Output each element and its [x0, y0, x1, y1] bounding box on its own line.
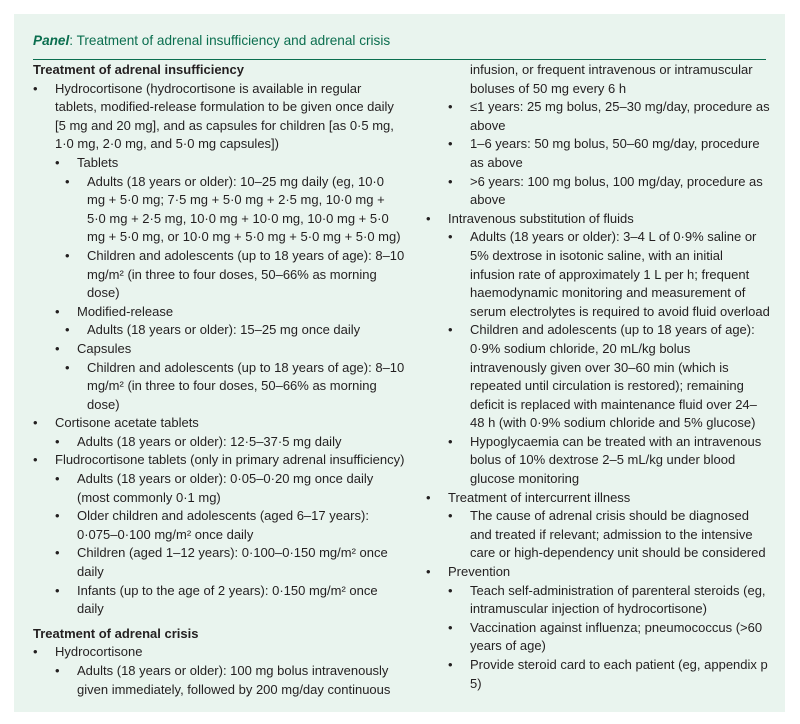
list-item: • Adults (18 years or older): 3–4 L of 0·9% saline or 5% dextrose in isotonic saline, with an initial infusion rate of approximately 1 L per h; frequent haemodynamic monitoring and measurement of serum electrolytes is required to avoid fluid overload	[459, 228, 770, 321]
list-item: • Hypoglycaemia can be treated with an intravenous bolus of 10% dextrose 2–5 mL/kg under blood glucose monitoring	[459, 433, 770, 489]
list-item: • 1–6 years: 50 mg bolus, 50–60 mg/day, procedure as above	[459, 135, 770, 172]
list-item: • Capsules • Children and adolescents (up to 18 years of age): 8–10 mg/m² (in three to four doses, 50–66% as morning dose)	[66, 340, 405, 414]
list-item: • Adults (18 years or older): 12·5–37·5 mg daily	[66, 433, 405, 452]
list-item: • Children (aged 1–12 years): 0·100–0·150 mg/m² once daily	[66, 544, 405, 581]
section-heading-insufficiency: Treatment of adrenal insufficiency	[33, 62, 244, 77]
list-item: • Intravenous substitution of fluids • Adults (18 years or older): 3–4 L of 0·9% saline or 5% dextrose in isotonic saline, with an initial infusion rate of approximately 1 L per h; frequent haemodynamic monitoring and measurement of serum electrolytes is required to avoid fluid overload • Children and adolescents (up to 18 years of age): 0·9% sodium chloride, 20 mL/kg bolus intravenously given over 30–60 min (which is repeated until circulation is restored); remaining deficit is replaced with maintenance fluid over 24–48 h (with 0·9% sodium chloride and 5% glucose) • Hypoglycaemia can be treated with an intravenous bolus of 10% dextrose 2–5 mL/kg under blood glucose monitoring	[426, 210, 770, 489]
list-item: • Modified-release • Adults (18 years or older): 15–25 mg once daily	[66, 303, 405, 340]
list-item: • Infants (up to the age of 2 years): 0·150 mg/m² once daily	[66, 582, 405, 619]
list-item-continued	[426, 61, 770, 210]
list-item: • Teach self-administration of parenteral steroids (eg, intramuscular injection of hydrocortisone)	[459, 582, 770, 619]
list-item: • ≤1 years: 25 mg bolus, 25–30 mg/day, procedure as above	[459, 98, 770, 135]
list-item: • The cause of adrenal crisis should be diagnosed and treated if relevant; admission to the intensive care or high-dependency unit should be considered	[459, 507, 770, 563]
list-item: • Adults (18 years or older): 10–25 mg daily (eg, 10·0 mg + 5·0 mg; 7·5 mg + 5·0 mg + 2·5 mg, 10·0 mg + 5·0 mg + 2·5 mg, 10·0 mg + 10·0 mg, 10·0 mg + 5·0 mg + 5·0 mg, or 10·0 mg + 5·0 mg + 5·0 mg + 5·0 mg)	[76, 173, 405, 247]
list-item: • Vaccination against influenza; pneumococcus (>60 years of age)	[459, 619, 770, 656]
list-item: • Children and adolescents (up to 18 years of age): 8–10 mg/m² (in three to four doses, 50–66% as morning dose)	[76, 359, 405, 415]
panel-title-text: : Treatment of adrenal insufficiency and adrenal crisis	[69, 33, 391, 48]
right-column	[426, 61, 770, 693]
list-item: • Older children and adolescents (aged 6–17 years): 0·075–0·100 mg/m² once daily	[66, 507, 405, 544]
list-item: • Adults (18 years or older): 0·05–0·20 mg once daily (most commonly 0·1 mg)	[66, 470, 405, 507]
list-item: • Treatment of intercurrent illness • The cause of adrenal crisis should be diagnosed and treated if relevant; admission to the intensive care or high-dependency unit should be considered	[426, 489, 770, 563]
list-item: • Tablets • Adults (18 years or older): 10–25 mg daily (eg, 10·0 mg + 5·0 mg; 7·5 mg + 5·0 mg + 2·5 mg, 10·0 mg + 5·0 mg + 2·5 mg, 10·0 mg + 10·0 mg, 10·0 mg + 5·0 mg + 5·0 mg, or 10·0 mg + 5·0 mg + 5·0 mg + 5·0 mg) • Children and adolescents (up to 18 years of age): 8–10 mg/m² (in three to four doses, 50–66% as morning dose)	[66, 154, 405, 303]
list-item: • Adults (18 years or older): 15–25 mg once daily	[76, 321, 405, 340]
left-column	[33, 61, 405, 699]
list-item: • Children and adolescents (up to 18 years of age): 8–10 mg/m² (in three to four doses, 50–66% as morning dose)	[76, 247, 405, 303]
list-item: • >6 years: 100 mg bolus, 100 mg/day, procedure as above	[459, 173, 770, 210]
list-item: • Children and adolescents (up to 18 years of age): 0·9% sodium chloride, 20 mL/kg bolus intravenously given over 30–60 min (which is repeated until circulation is restored); remaining deficit is replaced with maintenance fluid over 24–48 h (with 0·9% sodium chloride and 5% glucose)	[459, 321, 770, 433]
title-divider	[33, 59, 766, 60]
panel-title	[33, 33, 390, 48]
list-item: • Provide steroid card to each patient (eg, appendix p 5)	[459, 656, 770, 693]
section-heading-crisis: Treatment of adrenal crisis	[33, 625, 199, 641]
list-item: • Fludrocortisone tablets (only in primary adrenal insufficiency) • Adults (18 years or older): 0·05–0·20 mg once daily (most commonly 0·1 mg) • Older children and adolescents (aged 6–17 years): 0·075–0·100 mg/m² once daily • Children (aged 1–12 years): 0·100–0·150 mg/m² once daily • Infants (up to the age of 2 years): 0·150 mg/m² once daily	[33, 451, 405, 618]
list-item: • Hydrocortisone • Adults (18 years or older): 100 mg bolus intravenously given immediately, followed by 200 mg/day continuous	[33, 643, 405, 699]
list-item: • Adults (18 years or older): 100 mg bolus intravenously given immediately, followed by 200 mg/day continuous	[66, 662, 405, 699]
panel-label: Panel	[33, 33, 70, 48]
list-item: • Prevention • Teach self-administration of parenteral steroids (eg, intramuscular injection of hydrocortisone) • Vaccination against influenza; pneumococcus (>60 years of age) • Provide steroid card to each patient (eg, appendix p 5)	[426, 563, 770, 693]
list-item: • Cortisone acetate tablets • Adults (18 years or older): 12·5–37·5 mg daily	[33, 414, 405, 451]
list-item-continued: infusion, or frequent intravenous or intramuscular boluses of 50 mg every 6 h	[470, 62, 753, 96]
list-item: • Hydrocortisone (hydrocortisone is available in regular tablets, modified-release formulation to be given once daily [5 mg and 20 mg], and as capsules for children [as 0·5 mg, 1·0 mg, 2·0 mg, and 5·0 mg capsules]) • Tablets • Adults (18 years or older): 10–25 mg daily (eg, 10·0 mg + 5·0 mg; 7·5 mg + 5·0 mg + 2·5 mg, 10·0 mg + 5·0 mg + 2·5 mg, 10·0 mg + 10·0 mg, 10·0 mg + 5·0 mg + 5·0 mg, or 10·0 mg + 5·0 mg + 5·0 mg + 5·0 mg) • Children and adolescents (up to 18 years of age): 8–10 mg/m² (in three to four doses, 50–66% as morning dose) • Modified-release • Adults (18 years or older): 15–25 mg once daily • Capsules • Children and adolescents (up to 18 years of age): 8–10 mg/m² (in three to four doses, 50–66% as morning dose)	[33, 80, 405, 415]
panel-box	[14, 14, 785, 712]
